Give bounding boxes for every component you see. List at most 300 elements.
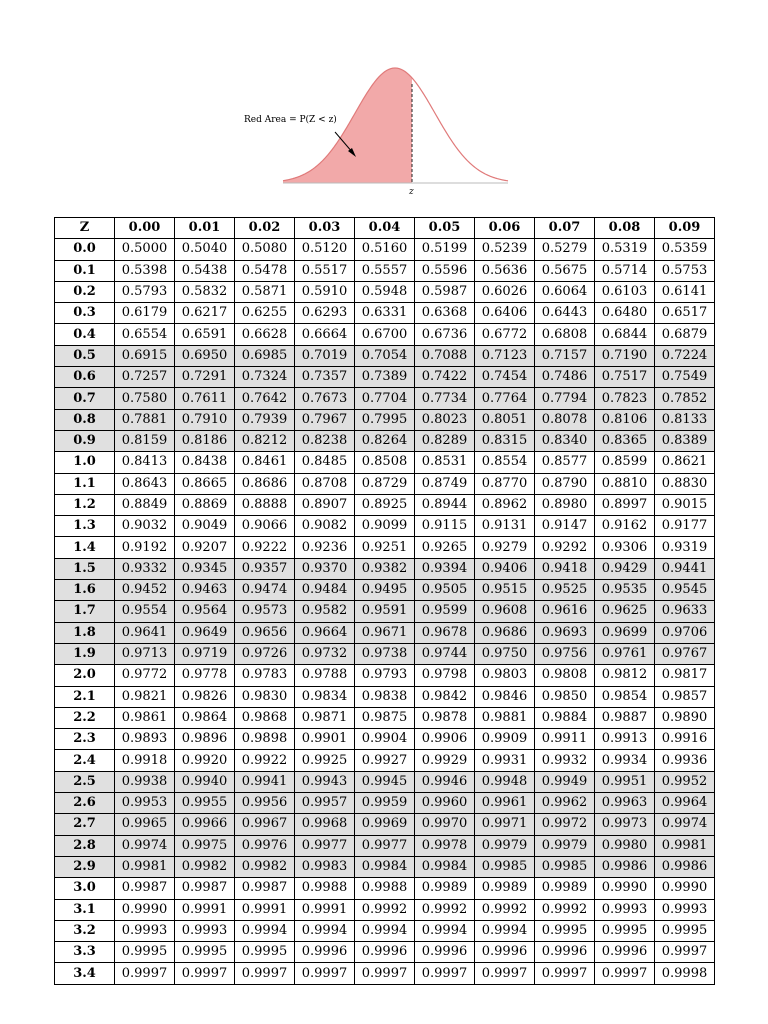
z-value-cell: 1.6 — [55, 580, 115, 601]
probability-cell: 0.9936 — [655, 750, 715, 771]
probability-cell: 0.9990 — [595, 878, 655, 899]
probability-cell: 0.9995 — [175, 942, 235, 963]
probability-cell: 0.9909 — [475, 729, 535, 750]
probability-cell: 0.9671 — [355, 622, 415, 643]
table-row — [55, 388, 715, 409]
probability-cell: 0.9686 — [475, 622, 535, 643]
z-value-cell: 0.9 — [55, 430, 115, 451]
probability-cell: 0.9980 — [595, 835, 655, 856]
probability-cell: 0.9382 — [355, 558, 415, 579]
probability-cell: 0.9131 — [475, 516, 535, 537]
probability-cell: 0.9452 — [115, 580, 175, 601]
z-value-cell: 3.1 — [55, 899, 115, 920]
probability-cell: 0.9319 — [655, 537, 715, 558]
probability-cell: 0.7580 — [115, 388, 175, 409]
probability-cell: 0.9868 — [235, 707, 295, 728]
probability-cell: 0.7054 — [355, 345, 415, 366]
probability-cell: 0.9995 — [535, 920, 595, 941]
column-header: 0.03 — [295, 218, 355, 239]
z-value-cell: 2.1 — [55, 686, 115, 707]
probability-cell: 0.9957 — [295, 793, 355, 814]
probability-cell: 0.9988 — [355, 878, 415, 899]
probability-cell: 0.8869 — [175, 494, 235, 515]
probability-cell: 0.6628 — [235, 324, 295, 345]
probability-cell: 0.9981 — [115, 856, 175, 877]
probability-cell: 0.7881 — [115, 409, 175, 430]
probability-cell: 0.9990 — [115, 899, 175, 920]
probability-cell: 0.9997 — [175, 963, 235, 984]
probability-cell: 0.9990 — [655, 878, 715, 899]
column-header: 0.04 — [355, 218, 415, 239]
probability-cell: 0.5080 — [235, 239, 295, 260]
probability-cell: 0.7389 — [355, 367, 415, 388]
probability-cell: 0.9997 — [115, 963, 175, 984]
probability-cell: 0.5675 — [535, 260, 595, 281]
probability-cell: 0.9974 — [655, 814, 715, 835]
probability-cell: 0.9699 — [595, 622, 655, 643]
probability-cell: 0.9988 — [295, 878, 355, 899]
probability-cell: 0.9633 — [655, 601, 715, 622]
probability-cell: 0.9591 — [355, 601, 415, 622]
probability-cell: 0.9474 — [235, 580, 295, 601]
probability-cell: 0.7764 — [475, 388, 535, 409]
probability-cell: 0.9625 — [595, 601, 655, 622]
probability-cell: 0.9987 — [175, 878, 235, 899]
probability-cell: 0.5832 — [175, 281, 235, 302]
probability-cell: 0.9761 — [595, 643, 655, 664]
table-row — [55, 260, 715, 281]
probability-cell: 0.9887 — [595, 707, 655, 728]
probability-cell: 0.8599 — [595, 452, 655, 473]
probability-cell: 0.9251 — [355, 537, 415, 558]
probability-cell: 0.5517 — [295, 260, 355, 281]
probability-cell: 0.8686 — [235, 473, 295, 494]
table-row — [55, 281, 715, 302]
probability-cell: 0.7517 — [595, 367, 655, 388]
probability-cell: 0.9985 — [535, 856, 595, 877]
probability-cell: 0.8729 — [355, 473, 415, 494]
probability-cell: 0.9279 — [475, 537, 535, 558]
table-row — [55, 558, 715, 579]
table-row — [55, 473, 715, 494]
probability-cell: 0.9608 — [475, 601, 535, 622]
probability-cell: 0.9969 — [355, 814, 415, 835]
table-row — [55, 856, 715, 877]
probability-cell: 0.6293 — [295, 303, 355, 324]
probability-cell: 0.7422 — [415, 367, 475, 388]
probability-cell: 0.9838 — [355, 686, 415, 707]
probability-cell: 0.9904 — [355, 729, 415, 750]
probability-cell: 0.9830 — [235, 686, 295, 707]
z-value-cell: 3.2 — [55, 920, 115, 941]
probability-cell: 0.9857 — [655, 686, 715, 707]
table-row — [55, 239, 715, 260]
probability-cell: 0.7852 — [655, 388, 715, 409]
table-row — [55, 665, 715, 686]
probability-cell: 0.6179 — [115, 303, 175, 324]
probability-cell: 0.9991 — [295, 899, 355, 920]
probability-cell: 0.5714 — [595, 260, 655, 281]
probability-cell: 0.8643 — [115, 473, 175, 494]
probability-cell: 0.9996 — [295, 942, 355, 963]
probability-cell: 0.8508 — [355, 452, 415, 473]
probability-cell: 0.5793 — [115, 281, 175, 302]
probability-cell: 0.9049 — [175, 516, 235, 537]
probability-cell: 0.9966 — [175, 814, 235, 835]
probability-cell: 0.9732 — [295, 643, 355, 664]
probability-cell: 0.9940 — [175, 771, 235, 792]
probability-cell: 0.6554 — [115, 324, 175, 345]
probability-cell: 0.9996 — [595, 942, 655, 963]
probability-cell: 0.9994 — [295, 920, 355, 941]
table-row — [55, 750, 715, 771]
probability-cell: 0.9987 — [115, 878, 175, 899]
probability-cell: 0.9996 — [355, 942, 415, 963]
probability-cell: 0.6772 — [475, 324, 535, 345]
probability-cell: 0.9292 — [535, 537, 595, 558]
probability-cell: 0.5398 — [115, 260, 175, 281]
probability-cell: 0.9945 — [355, 771, 415, 792]
probability-cell: 0.9916 — [655, 729, 715, 750]
probability-cell: 0.9066 — [235, 516, 295, 537]
table-row — [55, 793, 715, 814]
table-row — [55, 707, 715, 728]
probability-cell: 0.8554 — [475, 452, 535, 473]
probability-cell: 0.9582 — [295, 601, 355, 622]
probability-cell: 0.8340 — [535, 430, 595, 451]
z-value-cell: 2.5 — [55, 771, 115, 792]
z-value-cell: 2.6 — [55, 793, 115, 814]
probability-cell: 0.6591 — [175, 324, 235, 345]
probability-cell: 0.9989 — [475, 878, 535, 899]
probability-cell: 0.5000 — [115, 239, 175, 260]
probability-cell: 0.9997 — [355, 963, 415, 984]
probability-cell: 0.8051 — [475, 409, 535, 430]
probability-cell: 0.9664 — [295, 622, 355, 643]
probability-cell: 0.9236 — [295, 537, 355, 558]
probability-cell: 0.9913 — [595, 729, 655, 750]
probability-cell: 0.9545 — [655, 580, 715, 601]
probability-cell: 0.5040 — [175, 239, 235, 260]
probability-cell: 0.9959 — [355, 793, 415, 814]
table-row — [55, 580, 715, 601]
probability-cell: 0.8907 — [295, 494, 355, 515]
probability-cell: 0.9573 — [235, 601, 295, 622]
probability-cell: 0.8888 — [235, 494, 295, 515]
table-row — [55, 878, 715, 899]
probability-cell: 0.5478 — [235, 260, 295, 281]
probability-cell: 0.9893 — [115, 729, 175, 750]
probability-cell: 0.8621 — [655, 452, 715, 473]
probability-cell: 0.9484 — [295, 580, 355, 601]
probability-cell: 0.6915 — [115, 345, 175, 366]
probability-cell: 0.9842 — [415, 686, 475, 707]
probability-cell: 0.9222 — [235, 537, 295, 558]
probability-cell: 0.9901 — [295, 729, 355, 750]
probability-cell: 0.9207 — [175, 537, 235, 558]
probability-cell: 0.9994 — [415, 920, 475, 941]
z-value-cell: 1.5 — [55, 558, 115, 579]
probability-cell: 0.6736 — [415, 324, 475, 345]
probability-cell: 0.8289 — [415, 430, 475, 451]
z-value-cell: 0.6 — [55, 367, 115, 388]
probability-cell: 0.9884 — [535, 707, 595, 728]
probability-cell: 0.9993 — [655, 899, 715, 920]
probability-cell: 0.9738 — [355, 643, 415, 664]
z-value-cell: 1.7 — [55, 601, 115, 622]
probability-cell: 0.6368 — [415, 303, 475, 324]
probability-cell: 0.9968 — [295, 814, 355, 835]
probability-cell: 0.9995 — [595, 920, 655, 941]
probability-cell: 0.8708 — [295, 473, 355, 494]
z-value-cell: 0.8 — [55, 409, 115, 430]
probability-cell: 0.9986 — [655, 856, 715, 877]
probability-cell: 0.9992 — [535, 899, 595, 920]
probability-cell: 0.9943 — [295, 771, 355, 792]
probability-cell: 0.6443 — [535, 303, 595, 324]
probability-cell: 0.9951 — [595, 771, 655, 792]
probability-cell: 0.9946 — [415, 771, 475, 792]
probability-cell: 0.9989 — [535, 878, 595, 899]
column-header: 0.07 — [535, 218, 595, 239]
probability-cell: 0.9949 — [535, 771, 595, 792]
probability-cell: 0.9032 — [115, 516, 175, 537]
probability-cell: 0.9515 — [475, 580, 535, 601]
z-value-cell: 2.3 — [55, 729, 115, 750]
z-table — [54, 217, 715, 985]
table-body — [55, 239, 715, 984]
probability-cell: 0.6480 — [595, 303, 655, 324]
probability-cell: 0.8849 — [115, 494, 175, 515]
probability-cell: 0.7454 — [475, 367, 535, 388]
probability-cell: 0.9961 — [475, 793, 535, 814]
probability-cell: 0.6985 — [235, 345, 295, 366]
probability-cell: 0.8962 — [475, 494, 535, 515]
z-value-cell: 0.7 — [55, 388, 115, 409]
probability-cell: 0.9978 — [415, 835, 475, 856]
probability-cell: 0.9535 — [595, 580, 655, 601]
table-row — [55, 516, 715, 537]
probability-cell: 0.9861 — [115, 707, 175, 728]
probability-cell: 0.9934 — [595, 750, 655, 771]
probability-cell: 0.7704 — [355, 388, 415, 409]
table-row — [55, 814, 715, 835]
probability-cell: 0.7967 — [295, 409, 355, 430]
probability-cell: 0.9744 — [415, 643, 475, 664]
probability-cell: 0.9997 — [475, 963, 535, 984]
probability-cell: 0.9970 — [415, 814, 475, 835]
probability-cell: 0.5557 — [355, 260, 415, 281]
probability-cell: 0.5753 — [655, 260, 715, 281]
column-header: 0.02 — [235, 218, 295, 239]
z-value-cell: 1.9 — [55, 643, 115, 664]
probability-cell: 0.9992 — [475, 899, 535, 920]
probability-cell: 0.9505 — [415, 580, 475, 601]
probability-cell: 0.7088 — [415, 345, 475, 366]
z-value-cell: 1.1 — [55, 473, 115, 494]
probability-cell: 0.8997 — [595, 494, 655, 515]
column-header: 0.09 — [655, 218, 715, 239]
probability-cell: 0.5438 — [175, 260, 235, 281]
probability-cell: 0.9896 — [175, 729, 235, 750]
probability-cell: 0.9911 — [535, 729, 595, 750]
z-value-cell: 1.0 — [55, 452, 115, 473]
table-row — [55, 494, 715, 515]
probability-cell: 0.9192 — [115, 537, 175, 558]
z-value-cell: 3.4 — [55, 963, 115, 984]
probability-cell: 0.7019 — [295, 345, 355, 366]
probability-cell: 0.9994 — [475, 920, 535, 941]
probability-cell: 0.9817 — [655, 665, 715, 686]
probability-cell: 0.5319 — [595, 239, 655, 260]
probability-cell: 0.9099 — [355, 516, 415, 537]
column-header: 0.06 — [475, 218, 535, 239]
probability-cell: 0.5120 — [295, 239, 355, 260]
probability-cell: 0.9875 — [355, 707, 415, 728]
probability-cell: 0.9956 — [235, 793, 295, 814]
probability-cell: 0.9981 — [655, 835, 715, 856]
probability-cell: 0.5239 — [475, 239, 535, 260]
table-row — [55, 367, 715, 388]
probability-cell: 0.8485 — [295, 452, 355, 473]
probability-cell: 0.9979 — [535, 835, 595, 856]
table-row — [55, 452, 715, 473]
probability-cell: 0.7611 — [175, 388, 235, 409]
z-value-cell: 2.9 — [55, 856, 115, 877]
table-row — [55, 345, 715, 366]
probability-cell: 0.5948 — [355, 281, 415, 302]
probability-cell: 0.9854 — [595, 686, 655, 707]
table-row — [55, 324, 715, 345]
table-row — [55, 920, 715, 941]
column-header: 0.08 — [595, 218, 655, 239]
table-row — [55, 622, 715, 643]
probability-cell: 0.7357 — [295, 367, 355, 388]
z-value-cell: 0.2 — [55, 281, 115, 302]
probability-cell: 0.8577 — [535, 452, 595, 473]
probability-cell: 0.6517 — [655, 303, 715, 324]
probability-cell: 0.7190 — [595, 345, 655, 366]
probability-cell: 0.6844 — [595, 324, 655, 345]
red-area-caption: Red Area = P(Z < z) — [244, 115, 337, 125]
probability-cell: 0.9952 — [655, 771, 715, 792]
probability-cell: 0.9991 — [235, 899, 295, 920]
probability-cell: 0.9793 — [355, 665, 415, 686]
probability-cell: 0.9962 — [535, 793, 595, 814]
z-value-cell: 1.2 — [55, 494, 115, 515]
probability-cell: 0.9927 — [355, 750, 415, 771]
probability-cell: 0.9115 — [415, 516, 475, 537]
table-row — [55, 835, 715, 856]
probability-cell: 0.9975 — [175, 835, 235, 856]
probability-cell: 0.5910 — [295, 281, 355, 302]
probability-cell: 0.9906 — [415, 729, 475, 750]
probability-cell: 0.9821 — [115, 686, 175, 707]
probability-cell: 0.9967 — [235, 814, 295, 835]
probability-cell: 0.6950 — [175, 345, 235, 366]
probability-cell: 0.9429 — [595, 558, 655, 579]
z-value-cell: 3.3 — [55, 942, 115, 963]
z-value-cell: 2.2 — [55, 707, 115, 728]
probability-cell: 0.8106 — [595, 409, 655, 430]
probability-cell: 0.9996 — [415, 942, 475, 963]
probability-cell: 0.7939 — [235, 409, 295, 430]
probability-cell: 0.8389 — [655, 430, 715, 451]
probability-cell: 0.8749 — [415, 473, 475, 494]
probability-cell: 0.9726 — [235, 643, 295, 664]
probability-cell: 0.9963 — [595, 793, 655, 814]
table-row — [55, 729, 715, 750]
probability-cell: 0.9525 — [535, 580, 595, 601]
probability-cell: 0.9920 — [175, 750, 235, 771]
probability-cell: 0.7734 — [415, 388, 475, 409]
probability-cell: 0.8438 — [175, 452, 235, 473]
normal-curve-figure — [240, 62, 520, 202]
probability-cell: 0.9922 — [235, 750, 295, 771]
probability-cell: 0.9649 — [175, 622, 235, 643]
probability-cell: 0.8944 — [415, 494, 475, 515]
probability-cell: 0.9976 — [235, 835, 295, 856]
probability-cell: 0.9772 — [115, 665, 175, 686]
probability-cell: 0.6026 — [475, 281, 535, 302]
probability-cell: 0.9599 — [415, 601, 475, 622]
probability-cell: 0.8925 — [355, 494, 415, 515]
probability-cell: 0.6255 — [235, 303, 295, 324]
probability-cell: 0.9441 — [655, 558, 715, 579]
probability-cell: 0.9964 — [655, 793, 715, 814]
z-value-cell: 0.5 — [55, 345, 115, 366]
probability-cell: 0.7324 — [235, 367, 295, 388]
probability-cell: 0.6808 — [535, 324, 595, 345]
probability-cell: 0.9177 — [655, 516, 715, 537]
probability-cell: 0.9394 — [415, 558, 475, 579]
probability-cell: 0.7910 — [175, 409, 235, 430]
probability-cell: 0.9973 — [595, 814, 655, 835]
probability-cell: 0.9995 — [115, 942, 175, 963]
z-value-cell: 0.1 — [55, 260, 115, 281]
probability-cell: 0.8531 — [415, 452, 475, 473]
probability-cell: 0.5596 — [415, 260, 475, 281]
probability-cell: 0.5199 — [415, 239, 475, 260]
probability-cell: 0.9982 — [235, 856, 295, 877]
z-value-cell: 3.0 — [55, 878, 115, 899]
probability-cell: 0.9977 — [295, 835, 355, 856]
probability-cell: 0.9162 — [595, 516, 655, 537]
probability-cell: 0.9971 — [475, 814, 535, 835]
probability-cell: 0.8078 — [535, 409, 595, 430]
probability-cell: 0.5160 — [355, 239, 415, 260]
probability-cell: 0.9982 — [175, 856, 235, 877]
probability-cell: 0.9812 — [595, 665, 655, 686]
table-row — [55, 771, 715, 792]
probability-cell: 0.9332 — [115, 558, 175, 579]
probability-cell: 0.7486 — [535, 367, 595, 388]
column-header-z: Z — [55, 218, 115, 239]
probability-cell: 0.8461 — [235, 452, 295, 473]
probability-cell: 0.7224 — [655, 345, 715, 366]
probability-cell: 0.9941 — [235, 771, 295, 792]
probability-cell: 0.9932 — [535, 750, 595, 771]
probability-cell: 0.8315 — [475, 430, 535, 451]
z-value-cell: 1.4 — [55, 537, 115, 558]
probability-cell: 0.9750 — [475, 643, 535, 664]
z-value-cell: 1.3 — [55, 516, 115, 537]
z-value-cell: 2.7 — [55, 814, 115, 835]
probability-cell: 0.9495 — [355, 580, 415, 601]
probability-cell: 0.6064 — [535, 281, 595, 302]
probability-cell: 0.8790 — [535, 473, 595, 494]
probability-cell: 0.9938 — [115, 771, 175, 792]
